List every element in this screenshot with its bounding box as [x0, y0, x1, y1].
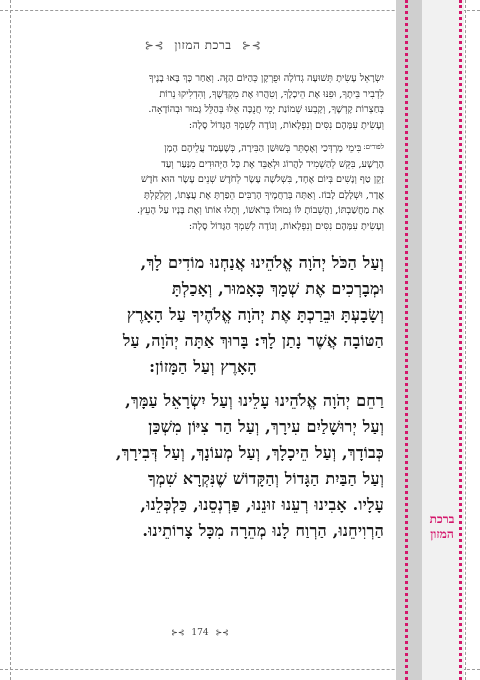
- paragraph-veal-hakol: [22, 250, 384, 380]
- text-line: וְעַל יְרוּשָׁלַיִם עִירָךְ, וְעַל הַר צִיּוֹן מִשְׁכַּן: [148, 417, 384, 436]
- margin-strip: [396, 0, 422, 680]
- text-line: כְּבוֹדָךְ, וְעַל הֵיכָלָךְ, וְעַל מְעוֹנָךְ, וְעַל דְּבִירָךְ,: [115, 443, 384, 462]
- text-line: הַטּוֹבָה אֲשֶׁר נָתַן לָךְ: בָּרוּךְ אַתָּה יְהֹוָה, עַל: [122, 331, 384, 350]
- paragraph-purim: [22, 140, 384, 234]
- text-line: וְשָׂבָעְתָּ וּבֵרַכְתָּ אֶת יְהֹוָה אֱלֹהֶיךָ עַל הָאָרֶץ: [126, 305, 384, 324]
- text-line: וְעַל הַכֹּל יְהֹוָה אֱלֹהֵינוּ אֲנַחְנוּ מוֹדִים לָךְ,: [140, 253, 384, 272]
- page-body: [22, 30, 384, 544]
- text-line: לִדְבִיר בֵּיתֶךָ, וּפִנּוּ אֶת הֵיכָלֶךָ, וְטִהֲרוּ אֶת מִקְדָּשֶׁךָ, וְהִדְלִיקוּ נֵרוֹת: [159, 88, 384, 100]
- trim-line-left: [10, 0, 11, 680]
- text-line: עָלָיו. אָבִינוּ רְעֵנוּ זוּנֵנוּ, פַּרְנְסֵנוּ, כַּלְכְּלֵנוּ,: [140, 495, 384, 514]
- text-line: וְעַל הַבַּיִת הַגָּדוֹל וְהַקָּדוֹשׁ שֶׁנִּקְרָא שִׁמְךָ: [147, 469, 384, 488]
- text-line: וּמְבָרְכִים אֶת שְׁמָךְ כָּאָמוּר, וְאָכַלְתָּ: [171, 279, 384, 298]
- text-line: רַחֵם יְהֹוָה אֱלֹהֵינוּ עָלֵינוּ וְעַל יִשְׂרָאֵל עַמָּךְ,: [125, 391, 384, 410]
- pink-dotted-border-right: [459, 0, 462, 680]
- side-tab-line1: ברכת: [429, 512, 455, 526]
- side-tab-line2: המזון: [430, 527, 454, 541]
- paragraph-rachem: [22, 388, 384, 544]
- margin-strip-light: [422, 0, 464, 680]
- text-line: בִּימֵי מָרְדְּכַי וְאֶסְתֵּר בְּשׁוּשַׁן הַבִּירָה, כְּשֶׁעָמַד עֲלֵיהֶם הָמָן: [164, 143, 362, 154]
- text-line: זָקֵן טַף וְנָשִׁים בְּיוֹם אֶחָד, בִּשְׁלֹשָׁה עָשָׂר לְחֹדֶשׁ שְׁנֵים עָשָׂר הוּא חֹדֶשׁ: [141, 174, 384, 185]
- text-line: הַרְוִיחֵנוּ, הַרְוַח לָנוּ מְהֵרָה מִכָּל צָרוֹתֵינוּ.: [142, 521, 384, 540]
- page-header: [22, 38, 384, 53]
- text-line: הָאָרֶץ וְעַל הַמָּזוֹן:: [149, 357, 257, 376]
- text-line: בְּחַצְרוֹת קָדְשֶׁךָ, וְקָבְעוּ שְׁמוֹנַת יְמֵי חֲנֻכָּה אֵלּוּ בְּהַלֵּל גָּמוּר וּבְהוֹדָאָה.: [148, 104, 384, 115]
- paragraph-chanukah: [22, 71, 384, 133]
- side-section-tab: [425, 512, 459, 542]
- page-number: 174: [191, 628, 209, 638]
- text-line: וְעָשִׂיתָ עִמָּהֶם נִסִּים וְנִפְלָאוֹת, וְנוֹדֶה לְשִׁמְךָ הַגָּדוֹל סֶלָה:: [188, 220, 384, 232]
- text-line-with-tag: [22, 140, 384, 157]
- header-ornament-right: ⊱⊰: [241, 39, 262, 52]
- footer-ornament-right: ⊱⊰: [171, 628, 185, 637]
- page-number-footer: [0, 628, 400, 638]
- header-ornament-left: ⊱⊰: [144, 39, 165, 52]
- text-line: אֲדָר, וּשְׁלָלָם לָבוֹז. וְאַתָּה בְּרַחֲמֶיךָ הָרַבִּים הֵפַרְתָּ אֶת עֲצָתוֹ, וְקִלְקַלְתָּ: [143, 189, 384, 201]
- text-line: יִשְׂרָאֵל עָשִׂיתָ תְּשׁוּעָה גְדוֹלָה וּפֻרְקָן כְּהַיּוֹם הַזֶּה. וְאַחַר כָּךְ בָּאוּ בָנֶיךָ: [148, 73, 384, 84]
- text-line: אֶת מַחֲשַׁבְתּוֹ, וַהֲשֵׁבוֹתָ לּוֹ גְּמוּלוֹ בְּרֹאשׁוֹ, וְתָלוּ אוֹתוֹ וְאֶת בָּנָיו עַל הָעֵץ.: [136, 205, 384, 216]
- purim-tag: לפורים:: [363, 143, 384, 151]
- pink-dotted-border-left: [405, 0, 408, 680]
- trim-line-right: [465, 0, 466, 680]
- page-title: ברכת המזון: [174, 38, 232, 52]
- footer-ornament-left: ⊱⊰: [215, 628, 229, 637]
- text-line: הָרָשָׁע, בִּקֵּשׁ לְהַשְׁמִיד לַהֲרוֹג וּלְאַבֵּד אֶת כָּל הַיְּהוּדִים מִנַּעַר וְעַד: [161, 158, 384, 170]
- text-line: וְעָשִׂיתָ עִמָּהֶם נִסִּים וְנִפְלָאוֹת, וְנוֹדֶה לְשִׁמְךָ הַגָּדוֹל סֶלָה:: [188, 119, 384, 131]
